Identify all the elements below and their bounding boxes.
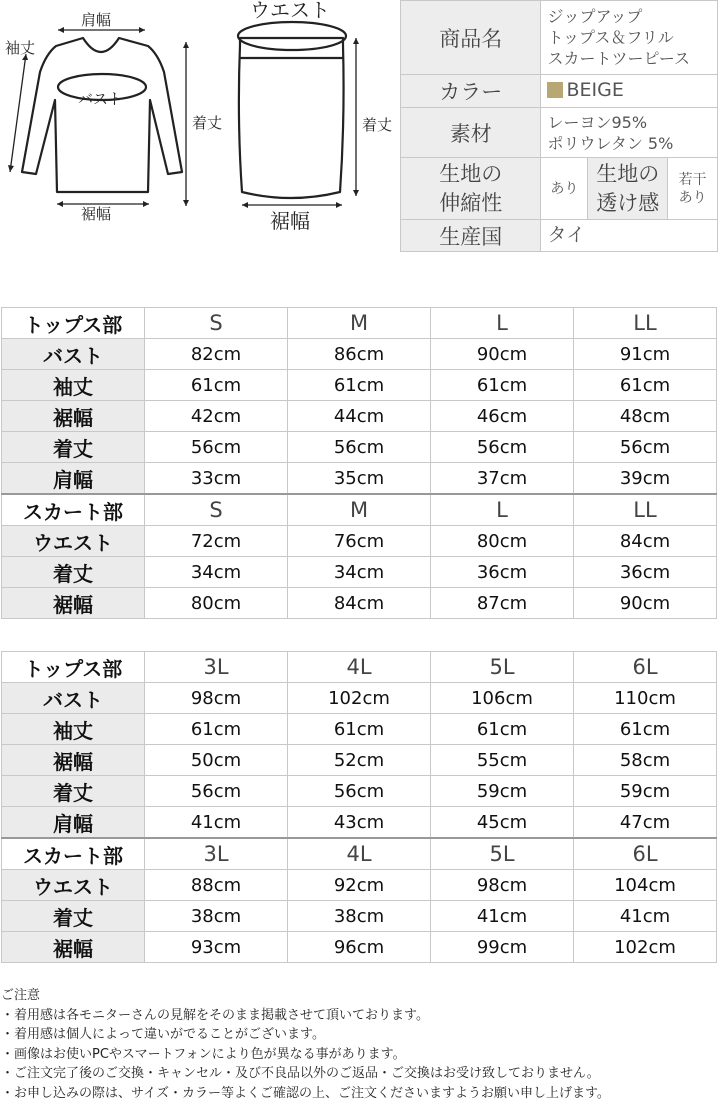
measurement-label: ウエスト (2, 870, 145, 901)
table-row (2, 932, 717, 963)
sheer-label: 生地の 透け感 (588, 158, 668, 220)
measurement-value: 104cm (574, 870, 717, 901)
measurement-value: 47cm (574, 807, 717, 839)
size-header: 6L (574, 652, 717, 683)
table-row (2, 432, 717, 463)
label-sleeve: 袖丈 (5, 41, 35, 56)
info-row-name (401, 1, 718, 75)
label-skirt-length: 着丈 (362, 118, 392, 133)
table-row (2, 370, 717, 401)
table-row (2, 526, 717, 557)
size-header: 5L (431, 838, 574, 870)
info-row-origin (401, 220, 718, 252)
table-row (2, 339, 717, 370)
color-swatch (547, 82, 563, 98)
color-label: カラー (401, 75, 541, 108)
measurement-value: 76cm (288, 526, 431, 557)
table-row (2, 401, 717, 432)
measurement-value: 61cm (431, 714, 574, 745)
size-header: S (145, 494, 288, 526)
skirt-size-header-row (2, 838, 717, 870)
label-top-hem: 裾幅 (81, 207, 111, 222)
size-header: LL (574, 308, 717, 339)
notes-section (1, 986, 717, 1103)
measurement-value: 61cm (288, 370, 431, 401)
measurement-value: 61cm (145, 370, 288, 401)
measurement-value: 84cm (574, 526, 717, 557)
measurement-label: バスト (2, 339, 145, 370)
measurement-value: 39cm (574, 463, 717, 495)
table-row (2, 870, 717, 901)
size-header: 3L (145, 838, 288, 870)
size-header: L (431, 494, 574, 526)
origin-value: タイ (541, 220, 718, 252)
size-table-regular (1, 307, 717, 619)
table-row (2, 588, 717, 619)
measurement-value: 59cm (574, 776, 717, 807)
size-header: M (288, 308, 431, 339)
measurement-value: 82cm (145, 339, 288, 370)
measurement-value: 90cm (431, 339, 574, 370)
measurement-value: 59cm (431, 776, 574, 807)
measurement-label: 肩幅 (2, 463, 145, 495)
measurement-value: 61cm (574, 370, 717, 401)
measurement-value: 102cm (574, 932, 717, 963)
origin-label: 生産国 (401, 220, 541, 252)
measurement-value: 61cm (431, 370, 574, 401)
table-row (2, 901, 717, 932)
measurement-value: 33cm (145, 463, 288, 495)
tops-section-title: トップス部 (2, 308, 145, 339)
tops-size-header-row (2, 652, 717, 683)
measurement-value: 52cm (288, 745, 431, 776)
label-shoulder: 肩幅 (81, 13, 111, 28)
material-value: レーヨン95% ポリウレタン 5% (541, 107, 718, 158)
measurement-value: 38cm (288, 901, 431, 932)
measurement-value: 88cm (145, 870, 288, 901)
tops-size-header-row (2, 308, 717, 339)
measurement-label: 裾幅 (2, 588, 145, 619)
sheer-value: 若干 あり (668, 158, 718, 220)
info-row-material (401, 107, 718, 158)
size-header: 4L (288, 652, 431, 683)
measurement-value: 110cm (574, 683, 717, 714)
measurement-value: 80cm (431, 526, 574, 557)
measurement-value: 98cm (431, 870, 574, 901)
color-value: BEIGE (541, 75, 718, 108)
measurement-value: 56cm (145, 432, 288, 463)
stretch-label: 生地の 伸縮性 (401, 158, 541, 220)
notes-title: ご注意 (1, 986, 717, 1006)
measurement-value: 41cm (431, 901, 574, 932)
note-item: ・お申し込みの際は、サイズ・カラー等よくご確認の上、ご注文くださいますようお願い申し上げます。 (1, 1084, 717, 1103)
measurement-value: 56cm (145, 776, 288, 807)
measurement-label: 着丈 (2, 557, 145, 588)
measurement-value: 55cm (431, 745, 574, 776)
measurement-value: 56cm (574, 432, 717, 463)
note-item: ・着用感は各モニターさんの見解をそのまま掲載させて頂いております。 (1, 1006, 717, 1026)
label-top-length: 着丈 (192, 116, 222, 131)
measurement-value: 34cm (288, 557, 431, 588)
measurement-value: 84cm (288, 588, 431, 619)
measurement-value: 61cm (288, 714, 431, 745)
info-row-fabric (401, 158, 718, 220)
measurement-value: 37cm (431, 463, 574, 495)
measurement-value: 38cm (145, 901, 288, 932)
measurement-value: 98cm (145, 683, 288, 714)
measurement-value: 46cm (431, 401, 574, 432)
measurement-label: バスト (2, 683, 145, 714)
measurement-label: ウエスト (2, 526, 145, 557)
measurement-label: 着丈 (2, 901, 145, 932)
size-header: 4L (288, 838, 431, 870)
table-row (2, 714, 717, 745)
label-skirt-hem: 裾幅 (270, 211, 310, 231)
measurement-value: 44cm (288, 401, 431, 432)
measurement-value: 56cm (288, 776, 431, 807)
measurement-label: 裾幅 (2, 401, 145, 432)
note-item: ・ご注文完了後のご交換・キャンセル・及び不良品以外のご返品・ご交換はお受け致しておりません。 (1, 1064, 717, 1084)
product-name-label: 商品名 (401, 1, 541, 75)
note-item: ・画像はお使いPCやスマートフォンにより色が異なる事があります。 (1, 1045, 717, 1065)
table-row (2, 745, 717, 776)
table-row (2, 807, 717, 839)
measurement-value: 92cm (288, 870, 431, 901)
measurement-value: 99cm (431, 932, 574, 963)
measurement-value: 45cm (431, 807, 574, 839)
measurement-value: 93cm (145, 932, 288, 963)
info-row-color (401, 75, 718, 108)
tops-section-title: トップス部 (2, 652, 145, 683)
measurement-value: 56cm (431, 432, 574, 463)
material-label: 素材 (401, 107, 541, 158)
measurement-value: 102cm (288, 683, 431, 714)
product-info-table (400, 0, 718, 252)
measurement-value: 86cm (288, 339, 431, 370)
measurement-label: 裾幅 (2, 932, 145, 963)
measurement-label: 袖丈 (2, 714, 145, 745)
table-row (2, 683, 717, 714)
measurement-value: 41cm (145, 807, 288, 839)
product-name-value: ジップアップ トップス＆フリル スカートツーピース (541, 1, 718, 75)
size-header: 5L (431, 652, 574, 683)
stretch-value: あり (541, 158, 588, 220)
measurement-label: 裾幅 (2, 745, 145, 776)
measurement-value: 91cm (574, 339, 717, 370)
measurement-value: 72cm (145, 526, 288, 557)
measurement-value: 61cm (574, 714, 717, 745)
measurement-value: 61cm (145, 714, 288, 745)
measurement-value: 106cm (431, 683, 574, 714)
measurement-label: 着丈 (2, 776, 145, 807)
measurement-value: 36cm (574, 557, 717, 588)
label-bust: バスト (78, 92, 123, 107)
measurement-value: 87cm (431, 588, 574, 619)
measurement-value: 96cm (288, 932, 431, 963)
measurement-label: 着丈 (2, 432, 145, 463)
table-row (2, 557, 717, 588)
measurement-value: 56cm (288, 432, 431, 463)
measurement-value: 36cm (431, 557, 574, 588)
skirt-size-header-row (2, 494, 717, 526)
measurement-value: 90cm (574, 588, 717, 619)
measurement-value: 80cm (145, 588, 288, 619)
size-header: 3L (145, 652, 288, 683)
note-item: ・着用感は個人によって違いがでることがございます。 (1, 1025, 717, 1045)
size-table-large (1, 651, 717, 963)
measurement-value: 42cm (145, 401, 288, 432)
table-row (2, 463, 717, 495)
measurement-value: 58cm (574, 745, 717, 776)
measurement-value: 43cm (288, 807, 431, 839)
size-header: S (145, 308, 288, 339)
measurement-value: 34cm (145, 557, 288, 588)
skirt-section-title: スカート部 (2, 494, 145, 526)
table-row (2, 776, 717, 807)
skirt-section-title: スカート部 (2, 838, 145, 870)
size-header: L (431, 308, 574, 339)
size-header: M (288, 494, 431, 526)
label-waist: ウエスト (250, 0, 330, 20)
measurement-value: 35cm (288, 463, 431, 495)
measurement-value: 41cm (574, 901, 717, 932)
size-header: 6L (574, 838, 717, 870)
measurement-label: 肩幅 (2, 807, 145, 839)
measurement-value: 50cm (145, 745, 288, 776)
size-header: LL (574, 494, 717, 526)
measurement-label: 袖丈 (2, 370, 145, 401)
measurement-value: 48cm (574, 401, 717, 432)
